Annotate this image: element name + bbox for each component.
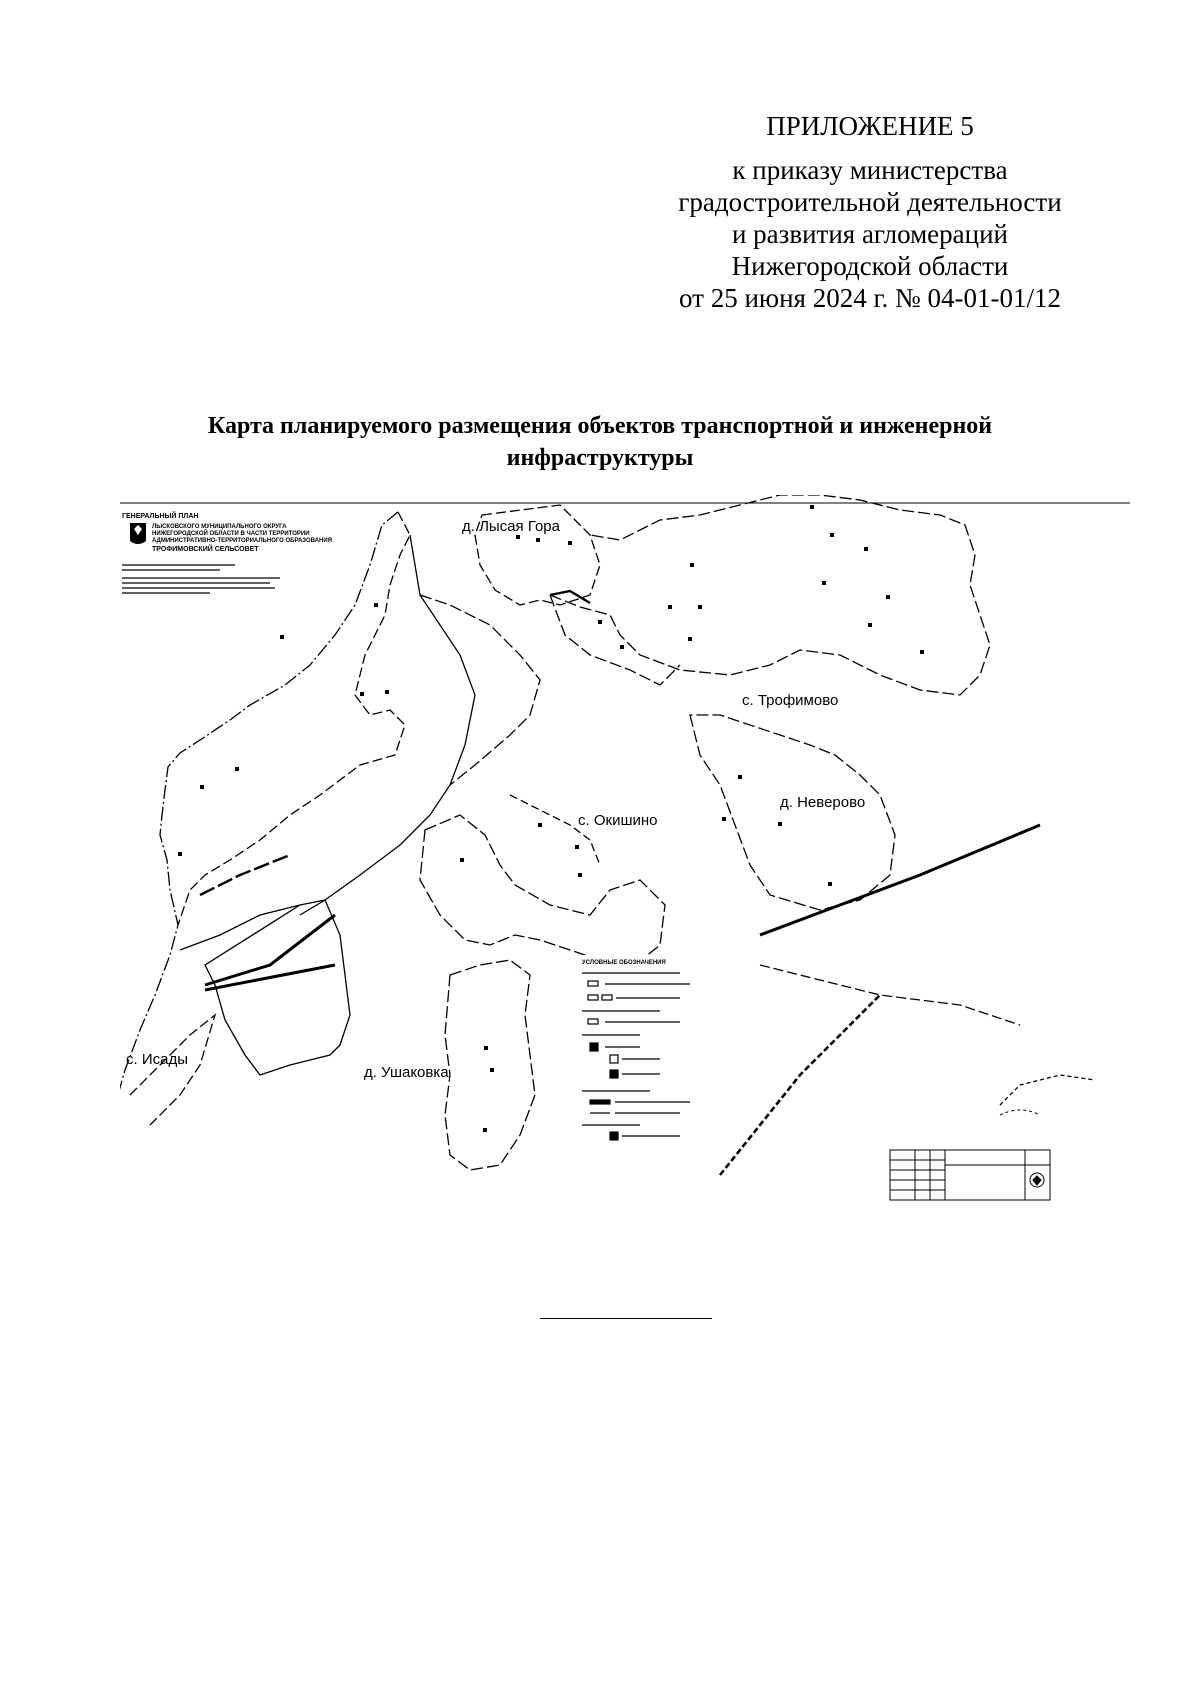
district-boundary-west: [120, 512, 398, 1105]
object-marker: [828, 882, 832, 886]
footer-rule: [540, 1318, 712, 1319]
appendix-line: от 25 июня 2024 г. № 04-01-01/12: [679, 283, 1061, 313]
object-marker: [575, 845, 579, 849]
title-line: Карта планируемого размещения объектов транспортной и инженерной: [207, 413, 993, 439]
object-marker: [460, 858, 464, 862]
infrastructure-map: [120, 495, 1130, 1295]
plan-header-line: НИЖЕГОРОДСКОЙ ОБЛАСТИ В ЧАСТИ ТЕРРИТОРИИ: [152, 531, 310, 537]
object-marker: [920, 650, 924, 654]
road-secondary-west: [200, 855, 290, 895]
object-marker: [235, 767, 239, 771]
object-marker: [778, 822, 782, 826]
object-marker: [536, 538, 540, 542]
appendix-block: [640, 110, 1100, 314]
place-label-okishino: с. Окишино: [578, 812, 658, 829]
settlement-okishino: [420, 815, 665, 965]
settlement-ushakovka: [445, 960, 535, 1170]
place-label-lysaya-gora: д. Лысая Гора: [462, 518, 560, 535]
object-marker: [578, 873, 582, 877]
object-marker: [822, 581, 826, 585]
parcel-line-north: [300, 535, 475, 915]
appendix-heading: ПРИЛОЖЕНИЕ 5: [766, 111, 974, 141]
plan-header: [122, 511, 332, 593]
railway-line: [720, 995, 880, 1175]
object-marker: [374, 603, 378, 607]
object-marker: [178, 852, 182, 856]
object-marker: [200, 785, 204, 789]
place-label-isady: с. Исады: [126, 1051, 188, 1068]
title-line: инфраструктуры: [506, 445, 694, 471]
legend-title: УСЛОВНЫЕ ОБОЗНАЧЕНИЯ: [582, 960, 666, 966]
object-marker: [668, 605, 672, 609]
object-marker: [568, 541, 572, 545]
map-legend: [580, 955, 710, 1155]
object-marker: [385, 690, 389, 694]
object-marker: [483, 1128, 487, 1132]
object-marker: [690, 563, 694, 567]
object-marker: [688, 637, 692, 641]
plan-header-line: АДМИНИСТРАТИВНО-ТЕРРИТОРИАЛЬНОГО ОБРАЗОВАНИЯ: [152, 538, 332, 544]
title-stamp: [890, 1110, 1050, 1200]
object-marker: [516, 535, 520, 539]
object-marker: [864, 547, 868, 551]
object-marker: [360, 692, 364, 696]
object-marker: [698, 605, 702, 609]
object-marker: [886, 595, 890, 599]
object-marker: [490, 1068, 494, 1072]
object-marker: [830, 533, 834, 537]
place-label-trofimovo: с. Трофимово: [742, 692, 839, 709]
object-marker: [810, 505, 814, 509]
object-marker: [598, 620, 602, 624]
appendix-line: и развития агломераций: [731, 219, 1008, 249]
object-marker: [738, 775, 742, 779]
place-label-ushakovka: д. Ушаковка: [364, 1064, 449, 1081]
settlement-neverovo: [690, 715, 895, 910]
place-label-neverovo: д. Неверово: [780, 794, 866, 811]
stamp-emblem-icon: [1030, 1173, 1044, 1187]
road-planned-1: [205, 915, 335, 985]
parcel-line-north-east: [420, 595, 540, 785]
object-marker: [280, 635, 284, 639]
object-marker: [722, 817, 726, 821]
plan-header-line: ТРОФИМОВСКИЙ СЕЛЬСОВЕТ: [152, 546, 259, 553]
coat-of-arms-icon: [130, 523, 146, 544]
boundary-east-south: [760, 965, 1020, 1025]
road-main-east: [760, 825, 1040, 935]
plan-header-line: ЛЫСКОВСКОГО МУНИЦИПАЛЬНОГО ОКРУГА: [152, 524, 287, 530]
boundary-east-corner: [1000, 1075, 1095, 1105]
object-marker: [620, 645, 624, 649]
parcel-line-trofimovo-south: [550, 595, 680, 685]
parcel-south-central: [205, 900, 350, 1075]
plan-header-line: ГЕНЕРАЛЬНЫЙ ПЛАН: [122, 513, 199, 520]
settlement-isady: [130, 1015, 215, 1125]
object-marker: [868, 623, 872, 627]
appendix-line: Нижегородской области: [731, 251, 1009, 281]
document-title: [140, 410, 1060, 474]
plan-header-notes: [122, 565, 280, 593]
appendix-line: градостроительной деятельности: [678, 187, 1062, 217]
parcel-line-okishino: [510, 795, 600, 865]
object-marker: [484, 1046, 488, 1050]
appendix-line: к приказу министерства: [732, 155, 1008, 185]
object-marker: [538, 823, 542, 827]
